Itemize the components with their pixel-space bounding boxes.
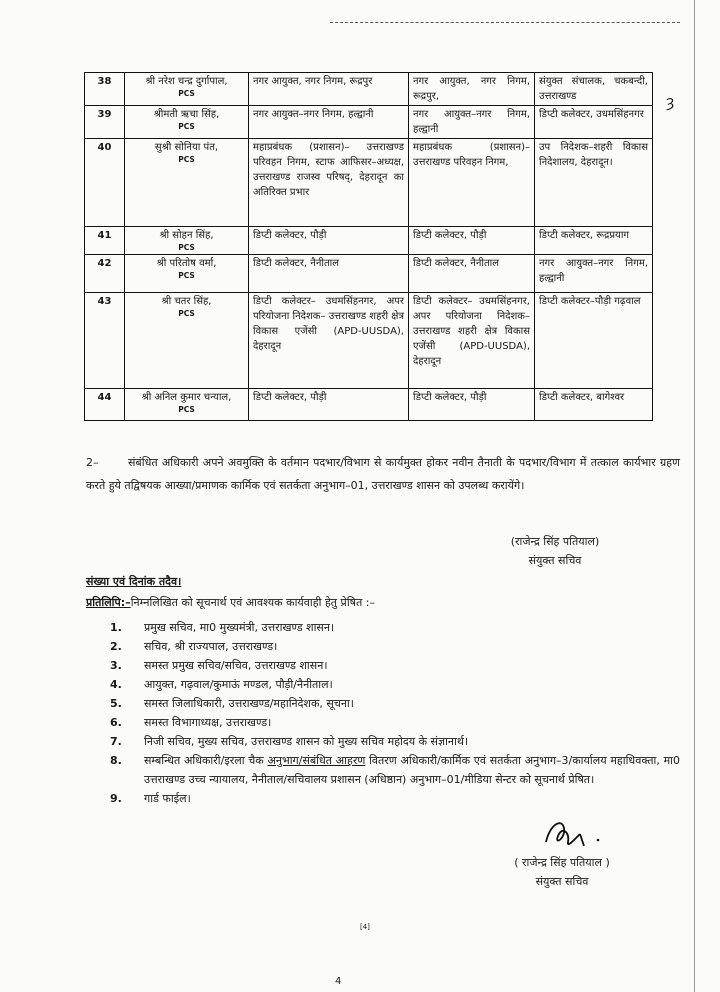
list-item-text: समस्त विभागाध्यक्ष, उत्तराखण्ड। — [144, 716, 272, 729]
list-item-text-part: वितरण अधिकारी/कार्मिक एवं सतर्कता अनुभाग–3/कार्यालय महाधिवक्ता, मा0 उत्तराखण्ड उच्च न्यायालय, नैनीताल/सचिवालय प्रशासन (अधिष्ठान) अनुभाग–01/मीडिया सेन्टर को सूचनार्थ प्रेषित। — [144, 754, 680, 786]
signatory-designation: संयुक्त सचिव — [535, 875, 589, 888]
serial-number-cell: 38 — [85, 73, 125, 106]
relieved-post-cell: डिप्टी कलेक्टर, पौड़ी — [409, 389, 535, 421]
list-item — [110, 637, 680, 656]
list-item-number: 2. — [110, 640, 122, 653]
list-item-number: 1. — [110, 621, 122, 634]
officer-cell — [125, 293, 249, 389]
table-row — [85, 255, 653, 293]
table-row — [85, 389, 653, 421]
cadre-label: PCS — [178, 309, 195, 318]
current-post-cell: डिप्टी कलेक्टर, पौड़ी — [249, 227, 409, 255]
list-item-text-part: अनुभाग/संबंधित आहरण — [267, 754, 366, 767]
officer-name: श्री सोहन सिंह, — [159, 230, 214, 241]
list-item — [110, 675, 680, 694]
new-posting-cell: डिप्टी कलेक्टर, उधमसिंहनगर — [535, 106, 653, 139]
signatory-name: ( राजेन्द्र सिंह पतियाल ) — [514, 856, 610, 869]
list-item-number: 8. — [110, 754, 122, 767]
list-item — [110, 713, 680, 732]
serial-number-cell: 41 — [85, 227, 125, 255]
table-row — [85, 293, 653, 389]
table-row — [85, 73, 653, 106]
new-posting-cell: डिप्टी कलेक्टर–पौड़ी गढ़वाल — [535, 293, 653, 389]
list-item-text — [144, 751, 680, 789]
paragraph-number: 2– — [86, 456, 99, 469]
table-row — [85, 227, 653, 255]
officer-cell — [125, 227, 249, 255]
serial-number-cell: 44 — [85, 389, 125, 421]
list-item-text: प्रमुख सचिव, मा0 मुख्यमंत्री, उत्तराखण्ड शासन। — [144, 621, 335, 634]
paragraph-2 — [86, 451, 680, 497]
list-item — [110, 789, 680, 808]
current-post-cell: महाप्रबंधक (प्रशासन)– उत्तराखण्ड परिवहन निगम, स्टाफ आफिसर–अध्यक्ष, उत्तराखण्ड राजस्व परिषद्, देहरादून का अतिरिक्त प्रभार — [249, 139, 409, 227]
officer-cell — [125, 255, 249, 293]
table-row — [85, 106, 653, 139]
officer-name: श्री चतर सिंह, — [161, 296, 212, 307]
officer-cell — [125, 389, 249, 421]
table-row — [85, 139, 653, 227]
cadre-label: PCS — [178, 155, 195, 164]
page-edge — [694, 0, 695, 992]
list-item-number: 6. — [110, 716, 122, 729]
margin-pen-mark: ȝ — [666, 92, 675, 111]
list-item — [110, 732, 680, 751]
officer-cell — [125, 73, 249, 106]
paragraph-text: संबंधित अधिकारी अपने अवमुक्ति के वर्तमान पदभार/विभाग से कार्यमुक्त होकर नवीन तैनाती के पदभार/विभाग में तत्काल कार्यभार ग्रहण करते हुये तद्विषयक आख्या/प्रमाणक कार्मिक एवं सतर्कता अनुभाग–01, उत्तराखण्ड शासन को उपलब्ध करायेंगे। — [86, 456, 680, 492]
officer-name: श्रीमती ऋचा सिंह, — [153, 109, 220, 120]
list-item — [110, 618, 680, 637]
list-item-number: 3. — [110, 659, 122, 672]
list-item — [110, 694, 680, 713]
cadre-label: PCS — [178, 122, 195, 131]
top-dashed-rule — [330, 22, 680, 23]
officer-name: सुश्री सोनिया पंत, — [154, 142, 219, 153]
handwritten-signature — [540, 812, 610, 854]
signatory-name: (राजेन्द्र सिंह पतियाल) — [510, 535, 600, 548]
list-item-text: समस्त प्रमुख सचिव/सचिव, उत्तराखण्ड शासन। — [144, 659, 328, 672]
list-item-text: समस्त जिलाधिकारी, उत्तराखण्ड/महानिदेशक, सूचना। — [144, 697, 354, 710]
serial-number-cell: 43 — [85, 293, 125, 389]
signatory-block-1 — [480, 532, 630, 570]
relieved-post-cell: नगर आयुक्त, नगर निगम, रूद्रपुर, — [409, 73, 535, 106]
list-item — [110, 656, 680, 675]
relieved-post-cell: नगर आयुक्त–नगर निगम, हल्द्वानी — [409, 106, 535, 139]
new-posting-cell: डिप्टी कलेक्टर, रूद्रप्रयाग — [535, 227, 653, 255]
officer-cell — [125, 139, 249, 227]
list-item-number: 4. — [110, 678, 122, 691]
list-item-text-part: सम्बन्धित अधिकारी/इरला चैक — [144, 754, 268, 767]
signatory-block-2 — [474, 853, 650, 891]
list-item-number: 5. — [110, 697, 122, 710]
serial-number-cell: 39 — [85, 106, 125, 139]
list-item — [110, 751, 680, 789]
new-posting-cell: संयुक्त संचालक, चकबन्दी, उत्तराखण्ड — [535, 73, 653, 106]
serial-number-cell: 40 — [85, 139, 125, 227]
page-mark: [4] — [360, 923, 370, 931]
current-post-cell: डिप्टी कलेक्टर– उधमसिंहनगर, अपर परियोजना निदेशक– उत्तराखण्ड शहरी क्षेत्र विकास एजेंसी (APD-UUSDA), देहरादून — [249, 293, 409, 389]
current-post-cell: नगर आयुक्त, नगर निगम, रूद्रपुर — [249, 73, 409, 106]
list-item-number: 9. — [110, 792, 122, 805]
copy-to-text: निम्नलिखित को सूचनार्थ एवं आवश्यक कार्यवाही हेतु प्रेषित :– — [130, 596, 375, 609]
new-posting-cell: डिप्टी कलेक्टर, बागेश्वर — [535, 389, 653, 421]
current-post-cell: नगर आयुक्त–नगर निगम, हल्द्वानी — [249, 106, 409, 139]
signatory-designation: संयुक्त सचिव — [528, 554, 582, 567]
new-posting-cell: नगर आयुक्त–नगर निगम, हल्द्वानी — [535, 255, 653, 293]
current-post-cell: डिप्टी कलेक्टर, पौड़ी — [249, 389, 409, 421]
cadre-label: PCS — [178, 243, 195, 252]
list-item-number: 7. — [110, 735, 122, 748]
serial-number-cell: 42 — [85, 255, 125, 293]
page-number: 4 — [335, 976, 342, 987]
cadre-label: PCS — [178, 271, 195, 280]
cadre-label: PCS — [178, 89, 195, 98]
list-item-text: गार्ड फाईल। — [144, 792, 191, 805]
list-item-text: आयुक्त, गढ़वाल/कुमाऊं मण्डल, पौड़ी/नैनीताल। — [144, 678, 333, 691]
officer-name: श्री अनिल कुमार चन्याल, — [141, 392, 232, 403]
list-item-text: सचिव, श्री राज्यपाल, उत्तराखण्ड। — [144, 640, 278, 653]
relieved-post-cell: डिप्टी कलेक्टर– उधमसिंहनगर, अपर परियोजना निदेशक– उत्तराखण्ड शहरी क्षेत्र विकास एजेंसी (APD-UUSDA), देहरादून — [409, 293, 535, 389]
transfer-table — [84, 72, 653, 421]
list-item-text: निजी सचिव, मुख्य सचिव, उत्तराखण्ड शासन को मुख्य सचिव महोदय के संज्ञानार्थ। — [144, 735, 469, 748]
relieved-post-cell: डिप्टी कलेक्टर, नैनीताल — [409, 255, 535, 293]
cadre-label: PCS — [178, 405, 195, 414]
recipient-list — [110, 618, 680, 808]
officer-name: श्री परितोष वर्मा, — [156, 258, 217, 269]
officer-name: श्री नरेश चन्द्र दुर्गापाल, — [145, 76, 228, 87]
reference-line: संख्या एवं दिनांक तदैव। — [86, 575, 182, 588]
relieved-post-cell: महाप्रबंधक (प्रशासन)– उत्तराखण्ड परिवहन निगम, — [409, 139, 535, 227]
officer-cell — [125, 106, 249, 139]
copy-to-line — [86, 595, 375, 610]
relieved-post-cell: डिप्टी कलेक्टर, पौड़ी — [409, 227, 535, 255]
new-posting-cell: उप निदेशक–शहरी विकास निदेशालय, देहरादून। — [535, 139, 653, 227]
copy-to-label: प्रतिलिपि:– — [86, 596, 131, 609]
current-post-cell: डिप्टी कलेक्टर, नैनीताल — [249, 255, 409, 293]
